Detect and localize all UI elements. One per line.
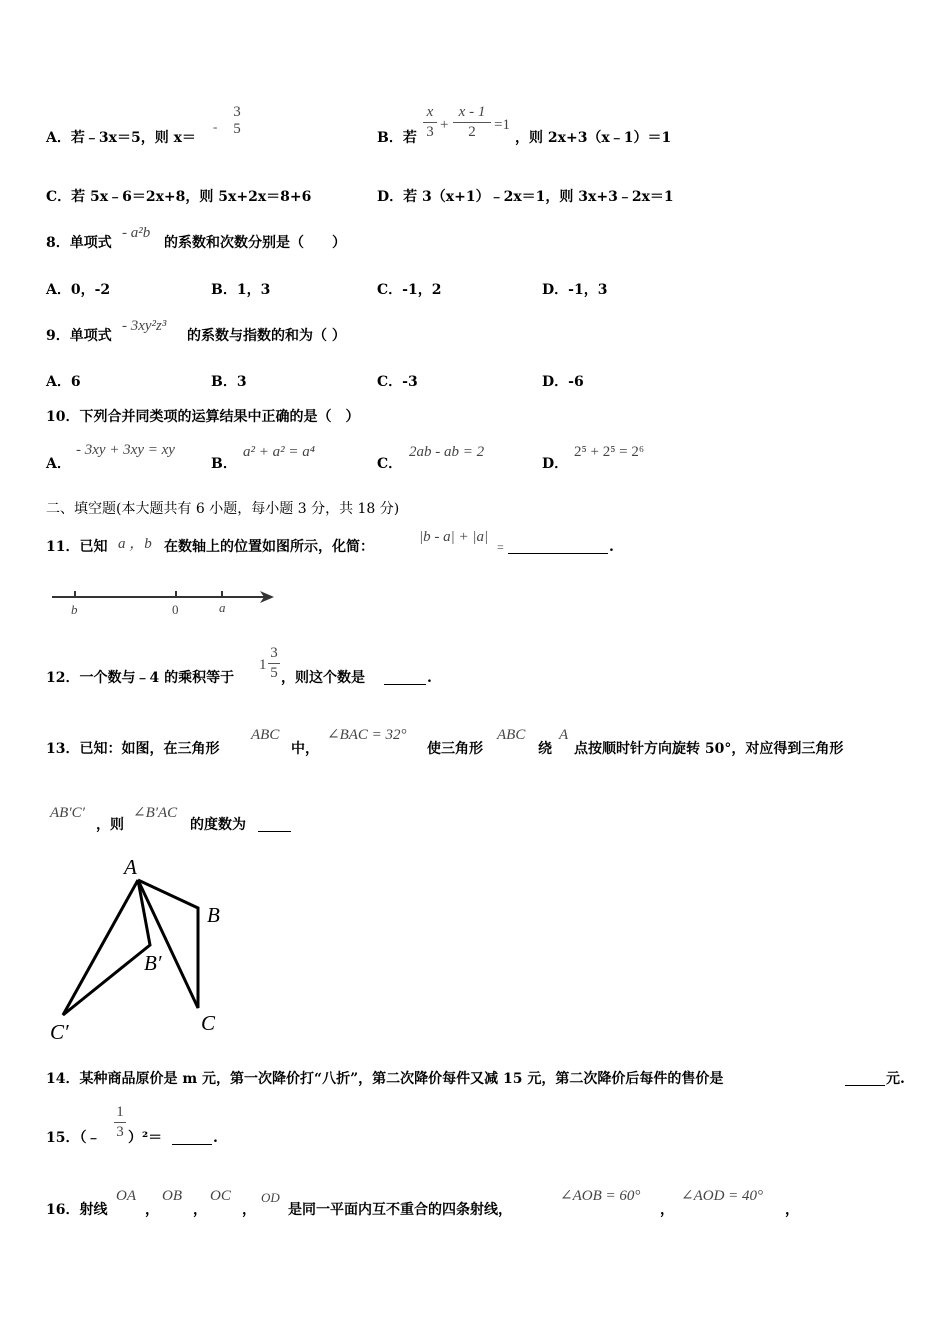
figure-label-a: A — [124, 855, 137, 879]
q11-variables: a ，b — [118, 536, 152, 552]
q8-stem-suffix: 的系数和次数分别是（ ） — [164, 235, 346, 251]
q11-stem-prefix: 11．已知 — [46, 539, 108, 555]
fraction-numerator: 1 — [116, 1104, 124, 1120]
q13-point-a: A — [559, 727, 569, 743]
fraction-denominator: 2 — [468, 124, 476, 140]
fraction-denominator: 5 — [233, 121, 241, 137]
fraction-numerator: 3 — [270, 645, 278, 661]
q13-angle-bac: ∠BAC = 32° — [327, 727, 407, 743]
q10-label-c: C． — [377, 456, 403, 472]
q12-mixed-whole: 1 — [259, 657, 267, 673]
q15-answer-blank[interactable] — [172, 1144, 212, 1145]
triangle-abc-outline — [138, 880, 198, 1008]
q8-option-d: D．-1，3 — [542, 282, 608, 298]
q15-suffix: ）²＝ — [128, 1130, 163, 1146]
q7-option-c: C．若 5x﹣6＝2x+8，则 5x+2x＝8+6 — [46, 189, 312, 205]
figure-label-c: C — [201, 1011, 216, 1035]
q16-sep-1: ， — [145, 1202, 159, 1218]
q13-triangle-ab-c: AB′C′ — [50, 805, 85, 821]
q13-triangle-abc: ABC — [251, 727, 280, 743]
q10-option-b-expression: a² + a² = a⁴ — [243, 444, 315, 460]
q13-text-6: ，则 — [96, 817, 124, 833]
q10-label-a: A． — [46, 456, 71, 472]
q13-text-5: 点按顺时针方向旋转 50°，对应得到三角形 — [574, 741, 844, 757]
q8-option-a: A．0，-2 — [46, 282, 111, 298]
fraction-numerator: x — [426, 104, 434, 120]
q8-expression: - a²b — [122, 225, 151, 241]
q8-option-b: B．1，3 — [211, 282, 271, 298]
figure-label-c-prime: C′ — [50, 1020, 69, 1044]
q16-angle-aod: ∠AOD = 40° — [681, 1188, 764, 1204]
q16-ray-oa: OA — [116, 1188, 136, 1204]
q16-sep-3: ， — [242, 1202, 256, 1218]
q14-unit: 元. — [886, 1071, 905, 1087]
number-line-label-0: 0 — [172, 602, 179, 617]
q13-text-3: 使三角形 — [427, 741, 483, 757]
q7-option-a: A．若﹣3x＝5，则 x＝ — [46, 130, 196, 146]
q16-angle-aob: ∠AOB = 60° — [560, 1188, 641, 1204]
q12-stem-prefix: 12．一个数与﹣4 的乘积等于 — [46, 670, 235, 686]
q16-sep-2: ， — [193, 1202, 207, 1218]
q9-option-d: D．-6 — [542, 374, 584, 390]
q7-option-b-prefix: B．若 — [377, 130, 417, 146]
q10-label-b: B． — [211, 456, 237, 472]
q13-text-4: 绕 — [538, 741, 552, 757]
q14-text: 14．某种商品原价是 m 元，第一次降价打“八折”，第二次降价每件又减 15 元，第二次降价后每件的售价是 — [46, 1071, 724, 1087]
q7-option-d: D．若 3（x+1）﹣2x＝1，则 3x+3﹣2x＝1 — [377, 189, 674, 205]
q11-expression: |b - a| + |a| — [419, 529, 489, 545]
q11-stem-middle: 在数轴上的位置如图所示，化简： — [164, 539, 374, 555]
q12-period: . — [427, 670, 432, 686]
q10-label-d: D． — [542, 456, 569, 472]
q9-option-b: B．3 — [211, 374, 247, 390]
q9-option-c: C．-3 — [377, 374, 418, 390]
q9-stem-suffix: 的系数与指数的和为（ ） — [187, 328, 346, 344]
q10-stem: 10．下列合并同类项的运算结果中正确的是（ ） — [46, 409, 360, 425]
fraction-numerator: 3 — [233, 104, 241, 120]
q9-stem-prefix: 9．单项式 — [46, 328, 112, 344]
q16-ray-ob: OB — [162, 1188, 182, 1204]
q16-prefix: 16．射线 — [46, 1202, 108, 1218]
q13-triangle-abc-2: ABC — [497, 727, 526, 743]
q13-text-2: 中， — [291, 741, 319, 757]
q16-middle: 是同一平面内互不重合的四条射线， — [288, 1202, 512, 1218]
fraction-numerator: x - 1 — [458, 104, 486, 120]
q8-stem-prefix: 8．单项式 — [46, 235, 112, 251]
number-line-label-b: b — [71, 602, 78, 617]
q14-answer-blank[interactable] — [845, 1085, 885, 1086]
q9-expression: - 3xy²z³ — [122, 318, 167, 334]
figure-label-b-prime: B′ — [144, 951, 162, 975]
q7-option-b-equals: =1 — [494, 117, 510, 133]
q15-prefix: 15．（﹣ — [46, 1130, 101, 1146]
q13-text-7: 的度数为 — [190, 817, 246, 833]
figure-label-b: B — [207, 903, 220, 927]
fraction-bar — [114, 1122, 126, 1123]
q16-sep-5: ， — [785, 1202, 799, 1218]
q11-equals: = — [497, 540, 504, 554]
triangle-ab-prime-c-prime-outline — [63, 880, 150, 1015]
q15-period: . — [213, 1130, 218, 1146]
q7-option-b-plus: + — [440, 117, 449, 133]
fraction-denominator: 3 — [426, 124, 434, 140]
q7-option-b-conclusion: ，则 2x+3（x﹣1）＝1 — [515, 130, 672, 146]
q13-angle-bprime-ac: ∠B′AC — [133, 805, 178, 821]
q16-ray-oc: OC — [210, 1188, 231, 1204]
q8-option-c: C．-1，2 — [377, 282, 442, 298]
q9-option-a: A．6 — [46, 374, 81, 390]
q16-ray-od: OD — [261, 1190, 280, 1205]
q10-option-c-expression: 2ab - ab = 2 — [409, 444, 485, 460]
number-line-label-a: a — [219, 600, 226, 615]
q10-option-a-expression: - 3xy + 3xy = xy — [76, 442, 175, 458]
q10-option-d-expression: 2⁵ + 2⁵ = 2⁶ — [574, 444, 645, 460]
q12-stem-suffix: ，则这个数是 — [281, 670, 365, 686]
q7-option-a-neg: - — [213, 119, 218, 134]
fraction-denominator: 3 — [116, 1124, 124, 1140]
q11-period: . — [609, 539, 614, 555]
q15-fraction — [114, 1104, 126, 1141]
q16-sep-4: ， — [660, 1202, 674, 1218]
fraction-denominator: 5 — [270, 665, 278, 681]
q13-text-1: 13．已知：如图，在三角形 — [46, 741, 220, 757]
section-2-heading: 二、填空题(本大题共有 6 小题，每小题 3 分，共 18 分) — [46, 501, 400, 517]
